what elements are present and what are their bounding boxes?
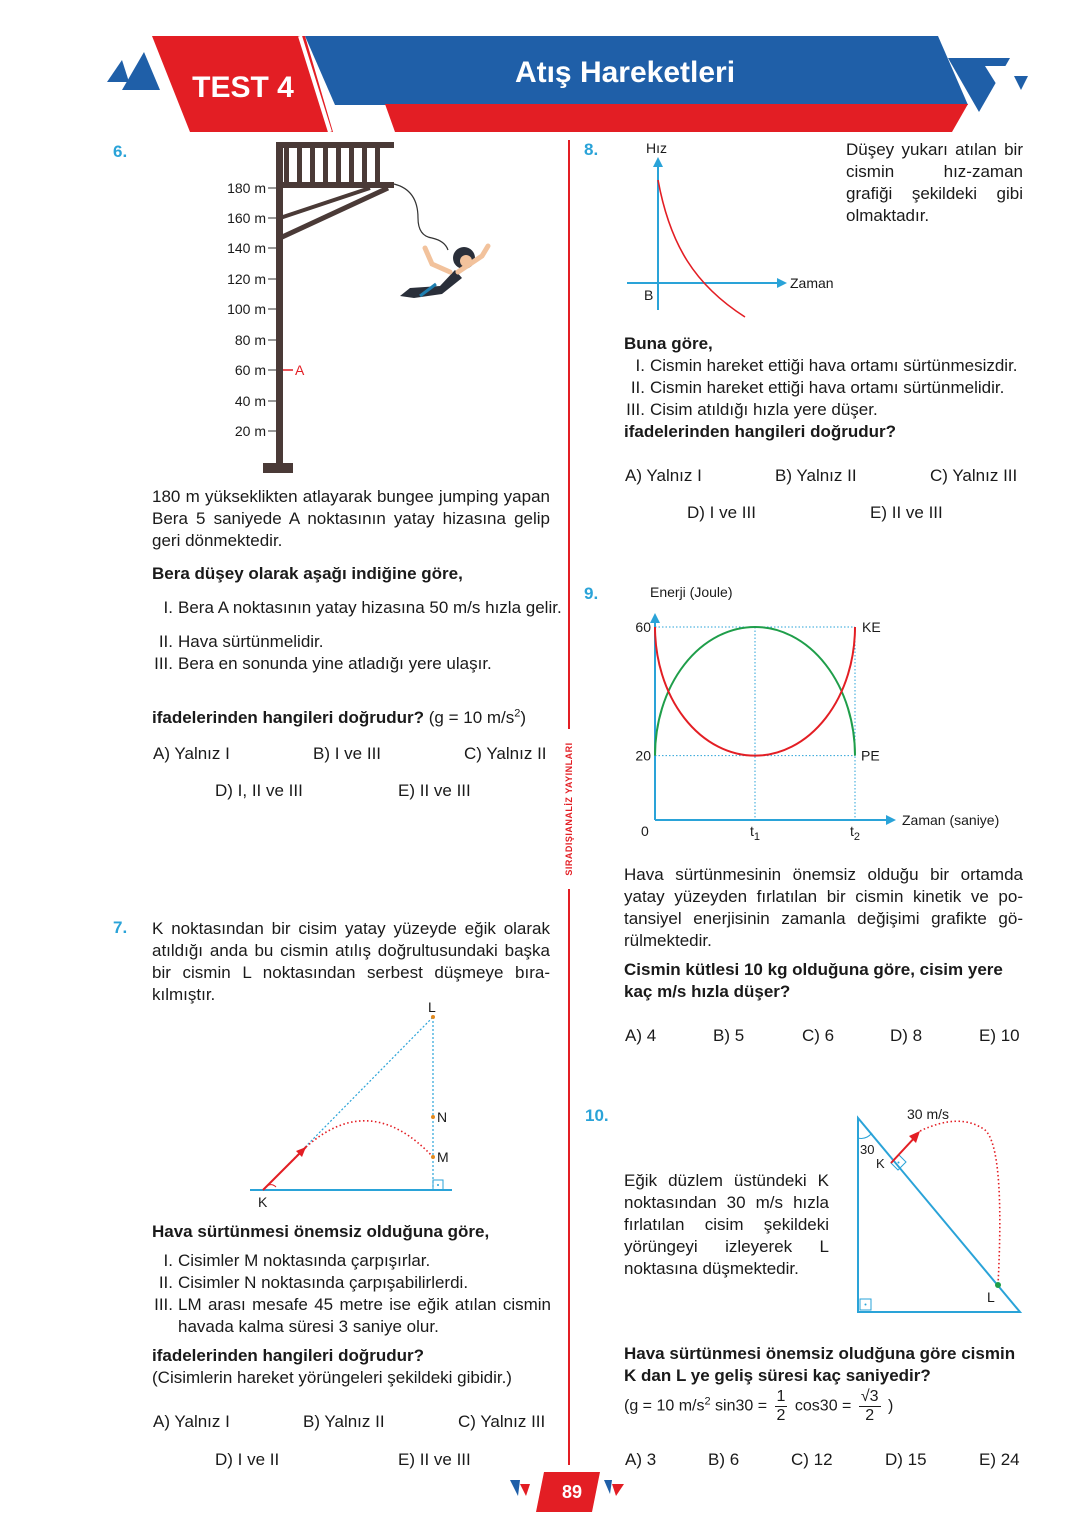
q8-origin-label: B bbox=[644, 287, 654, 303]
statement-row bbox=[147, 1250, 551, 1272]
q6-figure bbox=[200, 138, 510, 483]
q6-option-c[interactable]: C) Yalnız II bbox=[464, 744, 547, 763]
statement-row bbox=[147, 653, 551, 675]
q9-question: Cismin kütlesi 10 kg olduğuna göre, cisim yere kaç m/s hızla düşer? bbox=[624, 960, 1003, 1001]
statement: Cismin hareket ettiği hava ortamı sürtünmelidir. bbox=[650, 378, 1005, 397]
height-label: 20 m bbox=[234, 423, 266, 439]
left-triangle-icon bbox=[122, 52, 160, 90]
height-label: 80 m bbox=[234, 332, 266, 348]
q6-question bbox=[152, 707, 562, 729]
q10-option-a[interactable]: A) 3 bbox=[625, 1450, 657, 1469]
q7-figure bbox=[240, 995, 470, 1215]
height-label: 160 m bbox=[227, 210, 266, 226]
statement-row bbox=[619, 399, 1029, 421]
y-tick-label: 60 bbox=[635, 619, 651, 635]
q9-number: 9. bbox=[584, 584, 599, 603]
roman-numeral: III. bbox=[626, 400, 645, 419]
statement-row bbox=[619, 377, 1029, 399]
q6-text: 180 m yükseklikten atlayarak bungee jumping yapan Bera 5 saniyede A noktasının yatay hizasına gelip geri dönmektedir. bbox=[152, 487, 550, 550]
q8-text: Düşey yukarı atılan bir cismin hız-zaman grafiği şekildeki gibi olmaktadır. bbox=[846, 140, 1023, 225]
q9-option-b[interactable]: B) 5 bbox=[713, 1026, 745, 1045]
x-tick-label: $t_2$ bbox=[850, 823, 861, 843]
angle-label: 30 bbox=[860, 1142, 875, 1157]
left-triangle-icon bbox=[107, 60, 129, 82]
legend-ke: KE bbox=[862, 619, 881, 635]
q10-option-b[interactable]: B) 6 bbox=[708, 1450, 740, 1469]
q9-text: Hava sürtünmesinin önemsiz olduğu bir ortamda yatay yüzeyden fırlatılan bir cismin kinetik ve potansiyel enerjisinin zamanla değişimi grafikte görülmektedir. bbox=[624, 865, 1023, 950]
q10-question: Hava sürtünmesi önemsiz oludğuna göre cismin K dan L ye geliş süresi kaç saniyedir? bbox=[624, 1344, 1016, 1385]
q9-option-c[interactable]: C) 6 bbox=[802, 1026, 835, 1045]
statement: Hava sürtünmelidir. bbox=[178, 632, 324, 651]
roman-numeral: II. bbox=[630, 378, 645, 397]
q7-text: K noktasından bir cisim yatay yüzeyde eğik olarak atıldığı anda bu cismin atılış doğrultusundaki başka bir cismin L noktasından serbest düşmeye bırakılmıştır. bbox=[152, 919, 550, 1004]
q8-prompt: Buna göre, bbox=[624, 334, 713, 353]
page-title: Atış Hareketleri bbox=[514, 56, 736, 89]
q7-note: (Cisimlerin hareket yörüngeleri şekildeki gibidir.) bbox=[152, 1368, 512, 1387]
roman-numeral: III. bbox=[154, 1295, 173, 1314]
roman-numeral: II. bbox=[158, 632, 173, 651]
q10-option-e[interactable]: E) 24 bbox=[979, 1450, 1020, 1469]
q6-option-a[interactable]: A) Yalnız I bbox=[153, 744, 230, 763]
statement bbox=[178, 597, 562, 619]
q8-graph bbox=[615, 135, 855, 325]
q6-prompt: Bera düşey olarak aşağı indiğine göre, bbox=[152, 564, 463, 583]
point-l-label: L bbox=[428, 999, 436, 1015]
roman-numeral: I. bbox=[163, 598, 173, 617]
height-label: 40 m bbox=[234, 393, 266, 409]
question-text: ifadelerinden hangileri doğrudur? bbox=[152, 708, 425, 727]
q9-chart bbox=[620, 578, 1030, 850]
q7-question: ifadelerinden hangileri doğrudur? bbox=[152, 1346, 425, 1365]
page-number: 89 bbox=[561, 1482, 583, 1502]
q8-option-e[interactable]: E) II ve III bbox=[870, 503, 943, 522]
q8-option-b[interactable]: B) Yalnız II bbox=[775, 466, 857, 485]
roman-numeral: III. bbox=[154, 654, 173, 673]
point-k-label: K bbox=[876, 1156, 885, 1171]
height-label: 180 m bbox=[227, 180, 266, 196]
q10-option-c[interactable]: C) 12 bbox=[791, 1450, 833, 1469]
q6-option-b[interactable]: B) I ve III bbox=[313, 744, 382, 763]
q6-number: 6. bbox=[113, 142, 128, 161]
q10-number: 10. bbox=[585, 1106, 609, 1125]
speed-label: 30 m/s bbox=[907, 1106, 950, 1122]
statement-row bbox=[147, 1272, 551, 1294]
statement-row bbox=[619, 355, 1029, 377]
height-label: 120 m bbox=[227, 271, 266, 287]
q6-statements bbox=[147, 597, 562, 675]
q8-option-a[interactable]: A) Yalnız I bbox=[625, 466, 702, 485]
height-label: 100 m bbox=[227, 301, 266, 317]
statement: Cisim atıldığı hızla yere düşer. bbox=[650, 400, 878, 419]
fraction-root3-half: $\frac{√3}{2}$ bbox=[860, 1388, 879, 1424]
point-l-label: L bbox=[987, 1289, 995, 1305]
q7-number: 7. bbox=[113, 918, 128, 937]
statement: Cisimler M noktasında çarpışırlar. bbox=[178, 1251, 431, 1270]
footer-triangle-icon bbox=[604, 1480, 612, 1494]
q7-option-c[interactable]: C) Yalnız III bbox=[458, 1412, 546, 1431]
q10-option-d[interactable]: D) 15 bbox=[885, 1450, 927, 1469]
roman-numeral: I. bbox=[163, 1251, 173, 1270]
page-number-badge bbox=[500, 1466, 635, 1518]
q9-option-e[interactable]: E) 10 bbox=[979, 1026, 1020, 1045]
test-label: TEST 4 bbox=[192, 71, 294, 104]
q10-formula: (g = 10 $m/s^2$ sin30 = $\frac{1}{2}$ cos30 = $\frac{√3}{2}$ ) bbox=[624, 1388, 894, 1424]
footer-triangle-icon bbox=[612, 1484, 624, 1496]
q8-option-c[interactable]: C) Yalnız III bbox=[930, 466, 1018, 485]
x-tick-label: $t_1$ bbox=[750, 823, 761, 843]
q7-statements bbox=[147, 1250, 551, 1338]
q7-option-b[interactable]: B) Yalnız II bbox=[303, 1412, 385, 1431]
statement-row bbox=[147, 631, 551, 653]
q7-prompt: Hava sürtünmesi önemsiz olduğuna göre, bbox=[152, 1222, 490, 1241]
point-a-label: A bbox=[295, 362, 305, 378]
q10-figure bbox=[850, 1100, 1030, 1320]
statement-text: Bera A noktasının yatay hizasına 50 m/s hızla gelir. bbox=[178, 598, 562, 617]
height-label: 60 m bbox=[234, 362, 266, 378]
footer-triangle-icon bbox=[510, 1480, 520, 1496]
q7-option-e[interactable]: E) II ve III bbox=[398, 1450, 471, 1469]
statement: Bera en sonunda yine atladığı yere ulaşır. bbox=[178, 654, 492, 673]
point-n-label: N bbox=[437, 1109, 448, 1125]
point-m-label: M bbox=[437, 1149, 449, 1165]
statement-row bbox=[147, 597, 562, 619]
q6-option-d[interactable]: D) I, II ve III bbox=[215, 781, 303, 800]
right-triangle-icon bbox=[1014, 76, 1028, 90]
q7-option-d[interactable]: D) I ve II bbox=[215, 1450, 280, 1469]
fraction-one-half: $\frac{1}{2}$ bbox=[776, 1388, 786, 1424]
q8-question: ifadelerinden hangileri doğrudur? bbox=[624, 422, 897, 441]
legend-pe: PE bbox=[861, 747, 880, 764]
roman-numeral: I. bbox=[635, 356, 645, 375]
q10-text: Eğik düzlem üstündeki K noktasından 30 m/s hızla fırlatılan cisim şekildeki yörüngeyi izleyerek L noktasına düşmektedir. bbox=[624, 1171, 829, 1278]
y-axis-label: Enerji (Joule) bbox=[650, 584, 733, 600]
y-tick-label: 20 bbox=[635, 747, 651, 764]
q8-axis-y-label: Hız bbox=[646, 140, 667, 156]
header-banner bbox=[0, 0, 1080, 140]
side-text: SIRADIŞIANALİZ YAYINLARI bbox=[562, 729, 576, 889]
q8-option-d[interactable]: D) I ve III bbox=[687, 503, 756, 522]
q8-axis-x-label: Zaman bbox=[790, 275, 834, 291]
point-k-label: K bbox=[258, 1194, 268, 1210]
statement: Cismin hareket ettiği hava ortamı sürtünmesizdir. bbox=[650, 356, 1018, 375]
q8-number: 8. bbox=[584, 140, 599, 159]
bungee-jumper-icon bbox=[400, 246, 488, 298]
q8-statements bbox=[619, 355, 1029, 421]
q6-option-e[interactable]: E) II ve III bbox=[398, 781, 471, 800]
roman-numeral: II. bbox=[158, 1273, 173, 1292]
x-tick-label: 0 bbox=[641, 823, 649, 839]
statement-row bbox=[147, 1294, 551, 1338]
q9-option-a[interactable]: A) 4 bbox=[625, 1026, 657, 1045]
statement: Cisimler N noktasında çarpışabilirlerdi. bbox=[178, 1273, 469, 1292]
g-note: (g = 10 $m/s^2$) bbox=[428, 707, 527, 727]
footer-triangle-icon bbox=[520, 1484, 530, 1496]
height-label: 140 m bbox=[227, 240, 266, 256]
q9-option-d[interactable]: D) 8 bbox=[890, 1026, 923, 1045]
q7-option-a[interactable]: A) Yalnız I bbox=[153, 1412, 230, 1431]
statement: LM arası mesafe 45 metre ise eğik atılan cismin havada kalma süresi 3 saniye olur. bbox=[178, 1295, 551, 1336]
x-axis-label: Zaman (saniye) bbox=[902, 812, 1000, 828]
